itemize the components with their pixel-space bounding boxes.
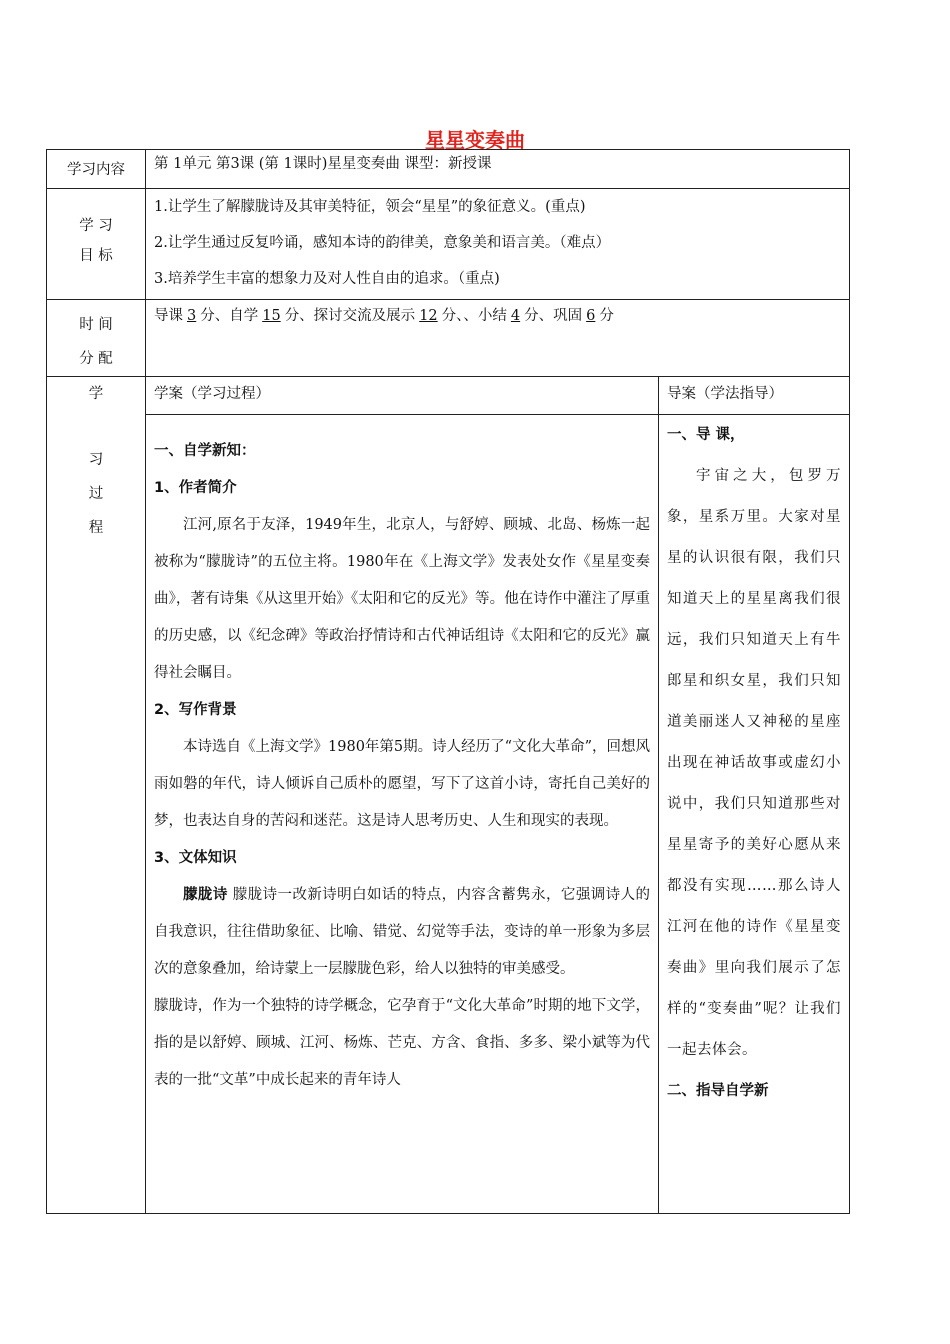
background-paragraph: 本诗选自《上海文学》1980年第5期。诗人经历了“文化大革命”，回想风雨如磐的年代，诗人倾诉自己质朴的愿望，写下了这首小诗，寄托自己美好的梦，也表达自身的苦闷和迷茫。这是诗人思考历史、人生和现实的表现。: [154, 739, 650, 829]
goal-item: 2.让学生通过反复吟诵，感知本诗的韵律美，意象美和语言美。（难点）: [154, 235, 611, 251]
time-text: 分、、小结: [441, 308, 507, 324]
misty-poetry-paragraph: 朦胧诗，作为一个独特的诗学概念，它孕育于“文化大革命”时期的地下文学，指的是以舒婷、顾城、江河、杨炼、芒克、方含、食指、多多、梁小斌等为代表的一批“文革”中成长起来的青年诗人: [154, 998, 650, 1088]
time-label-line-2: 分 配: [79, 351, 113, 367]
time-row: [47, 300, 850, 377]
time-text: 分、巩固: [524, 308, 583, 324]
study-content: [146, 415, 659, 1214]
goals-row: [47, 189, 850, 300]
study-column-header: 学案（学习过程）: [146, 377, 659, 415]
process-header-row: [47, 377, 850, 415]
time-value-summary: 4: [510, 308, 521, 324]
goal-item: 1.让学生了解朦胧诗及其审美特征，领会“星星”的象征意义。(重点): [154, 199, 586, 215]
time-allocation: [146, 300, 850, 377]
process-label-char: 习: [88, 452, 104, 468]
content-label: 学习内容: [47, 150, 146, 189]
goals-label: [47, 189, 146, 300]
lesson-plan-table: [46, 149, 850, 1214]
goals-label-line-2: 目 标: [79, 248, 113, 264]
content-text: 第 1单元 第3课 (第 1课时)星星变奏曲 课型：新授课: [146, 150, 850, 189]
time-label-line-1: 时 间: [79, 317, 113, 333]
process-body-row: [47, 415, 850, 1214]
process-label-char: 学: [88, 386, 104, 402]
genre-paragraph: [154, 877, 650, 988]
time-label: [47, 300, 146, 377]
goals-list: [146, 189, 850, 300]
page-title: 星星变奏曲: [425, 128, 525, 152]
content-row: [47, 150, 850, 189]
time-value-consolidation: 6: [586, 308, 596, 324]
keyword: 朦胧诗: [183, 887, 228, 903]
goals-label-line-1: 学 习: [79, 218, 113, 234]
guide-heading: 一、导 课，: [667, 427, 745, 443]
process-label-char: 过: [88, 486, 104, 502]
guide-heading: 二、指导自学新: [667, 1083, 769, 1099]
time-text: 分、自学: [200, 308, 259, 324]
section-heading: 1、作者简介: [154, 480, 237, 496]
goal-item: 3.培养学生丰富的想象力及对人性自由的追求。（重点): [154, 271, 500, 287]
section-heading: 3、文体知识: [154, 850, 237, 866]
time-text: 导课: [154, 308, 183, 324]
guide-content: [659, 415, 850, 1214]
time-text: 分: [599, 308, 614, 324]
author-intro-paragraph: 江河,原名于友泽，1949年生，北京人，与舒婷、顾城、北岛、杨炼一起被称为“朦胧诗”的五位主将。1980年在《上海文学》发表处女作《星星变奏曲》，著有诗集《从这里开始》《太阳和它的反光》等。他在诗作中灌注了厚重的历史感，以《纪念碑》等政治抒情诗和古代神话组诗《太阳和它的反光》赢得社会瞩目。: [154, 517, 650, 681]
guide-column-header: 导案（学法指导）: [659, 377, 850, 415]
section-heading: 一、自学新知：: [154, 443, 256, 459]
process-label: [47, 377, 146, 1214]
time-value-discussion: 12: [419, 308, 438, 324]
section-heading: 2、写作背景: [154, 702, 237, 718]
time-text: 分、探讨交流及展示: [284, 308, 416, 324]
spacer: [47, 405, 145, 443]
time-value-intro: 3: [187, 308, 197, 324]
time-value-self-study: 15: [262, 308, 281, 324]
process-label-char: 程: [88, 520, 104, 536]
guide-paragraph: 宇宙之大，包罗万象，星系万里。大家对星星的认识很有限，我们只知道天上的星星离我们很远，我们只知道天上有牛郎星和织女星，我们只知道美丽迷人又神秘的星座出现在神话故事或虚幻小说中，我们只知道那些对星星寄予的美好心愿从来都没有实现……那么诗人江河在他的诗作《星星变奏曲》里向我们展示了怎样的“变奏曲”呢？让我们一起去体会。: [667, 468, 842, 1058]
genre-text: 朦胧诗一改新诗明白如话的特点，内容含蓄隽永，它强调诗人的自我意识，往往借助象征、比喻、错觉、幻觉等手法，变诗的单一形象为多层次的意象叠加，给诗蒙上一层朦胧色彩，给人以独特的审美感受。: [154, 887, 650, 977]
